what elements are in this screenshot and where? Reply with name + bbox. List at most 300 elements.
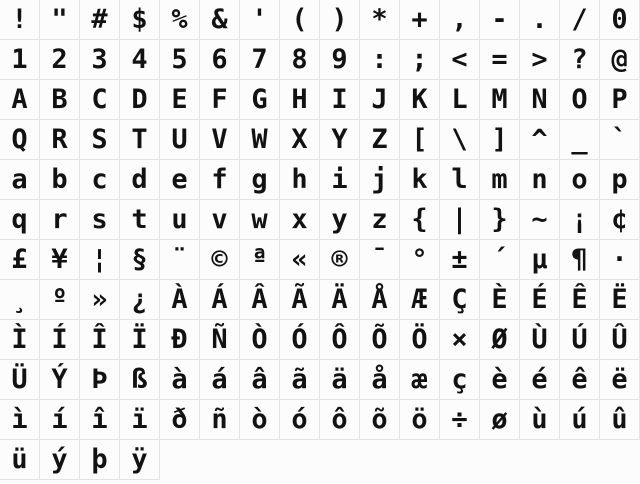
glyph-character: ý: [51, 444, 68, 475]
glyph-cell[interactable]: [240, 240, 280, 280]
glyph-cell[interactable]: [160, 280, 200, 320]
glyph-cell[interactable]: [400, 0, 440, 40]
glyph-cell[interactable]: [200, 160, 240, 200]
glyph-character: o: [571, 164, 588, 195]
glyph-cell[interactable]: [200, 200, 240, 240]
glyph-cell[interactable]: [520, 360, 560, 400]
glyph-character: ): [331, 4, 348, 35]
glyph-cell[interactable]: [480, 0, 520, 40]
glyph-cell[interactable]: [600, 160, 640, 200]
glyph-cell[interactable]: [160, 160, 200, 200]
glyph-cell[interactable]: [600, 200, 640, 240]
glyph-cell[interactable]: [240, 360, 280, 400]
glyph-character: 9: [331, 44, 348, 75]
glyph-cell[interactable]: [560, 240, 600, 280]
glyph-character: S: [91, 124, 108, 155]
glyph-character: !: [11, 4, 28, 35]
glyph-character: Ð: [171, 324, 188, 355]
glyph-cell[interactable]: [600, 320, 640, 360]
glyph-character: ø: [491, 404, 508, 435]
glyph-character: }: [491, 204, 508, 235]
glyph-character: y: [331, 204, 348, 235]
glyph-cell[interactable]: [280, 200, 320, 240]
glyph-cell[interactable]: [40, 200, 80, 240]
glyph-cell[interactable]: [600, 360, 640, 400]
glyph-character: ]: [491, 124, 508, 155]
glyph-cell[interactable]: [280, 360, 320, 400]
glyph-cell[interactable]: [40, 440, 80, 480]
glyph-character: m: [491, 164, 508, 195]
glyph-cell[interactable]: [200, 320, 240, 360]
glyph-cell[interactable]: [320, 400, 360, 440]
glyph-character: z: [371, 204, 388, 235]
glyph-character: ò: [251, 404, 268, 435]
glyph-character: ë: [611, 364, 628, 395]
glyph-character: ?: [571, 44, 588, 75]
glyph-cell[interactable]: [120, 280, 160, 320]
glyph-character: ä: [331, 364, 348, 395]
glyph-character: å: [371, 364, 388, 395]
glyph-character: ¶: [571, 244, 588, 275]
glyph-character: e: [171, 164, 188, 195]
glyph-cell[interactable]: [440, 160, 480, 200]
glyph-character: 3: [91, 44, 108, 75]
glyph-cell[interactable]: [520, 40, 560, 80]
glyph-cell[interactable]: [80, 320, 120, 360]
glyph-cell[interactable]: [480, 80, 520, 120]
glyph-cell[interactable]: [440, 400, 480, 440]
glyph-cell[interactable]: [400, 280, 440, 320]
glyph-character: G: [251, 84, 268, 115]
empty-cell: [320, 440, 360, 480]
glyph-cell[interactable]: [360, 120, 400, 160]
glyph-character: q: [11, 204, 28, 235]
glyph-character: í: [51, 404, 68, 435]
empty-cell: [600, 440, 640, 480]
glyph-cell[interactable]: [40, 120, 80, 160]
glyph-cell[interactable]: [240, 80, 280, 120]
glyph-character: I: [331, 84, 348, 115]
glyph-cell[interactable]: [440, 200, 480, 240]
glyph-cell[interactable]: [560, 80, 600, 120]
glyph-cell[interactable]: [200, 40, 240, 80]
glyph-character: Ù: [531, 324, 548, 355]
glyph-character: ¢: [611, 204, 628, 235]
glyph-character: Å: [371, 284, 388, 315]
glyph-cell[interactable]: [520, 400, 560, 440]
glyph-character: Ü: [11, 364, 28, 395]
glyph-cell[interactable]: [360, 0, 400, 40]
glyph-cell[interactable]: [200, 360, 240, 400]
glyph-character: ª: [251, 244, 268, 275]
glyph-cell[interactable]: [400, 120, 440, 160]
glyph-cell[interactable]: [280, 80, 320, 120]
glyph-character: 6: [211, 44, 228, 75]
glyph-cell[interactable]: [200, 120, 240, 160]
glyph-character: ô: [331, 404, 348, 435]
glyph-cell[interactable]: [80, 280, 120, 320]
glyph-cell[interactable]: [560, 40, 600, 80]
glyph-character: K: [411, 84, 428, 115]
empty-cell: [240, 440, 280, 480]
empty-cell: [560, 440, 600, 480]
glyph-cell[interactable]: [40, 240, 80, 280]
glyph-character: Ú: [571, 324, 588, 355]
glyph-cell[interactable]: [0, 400, 40, 440]
glyph-cell[interactable]: [160, 200, 200, 240]
glyph-character: V: [211, 124, 228, 155]
glyph-character: c: [91, 164, 108, 195]
glyph-character: ±: [451, 244, 468, 275]
glyph-cell[interactable]: [480, 360, 520, 400]
glyph-cell[interactable]: [560, 0, 600, 40]
glyph-cell[interactable]: [0, 0, 40, 40]
glyph-cell[interactable]: [240, 120, 280, 160]
glyph-character: °: [411, 244, 428, 275]
glyph-cell[interactable]: [80, 0, 120, 40]
glyph-cell[interactable]: [400, 200, 440, 240]
glyph-character: H: [291, 84, 308, 115]
glyph-cell[interactable]: [80, 200, 120, 240]
glyph-cell[interactable]: [0, 200, 40, 240]
glyph-character: Ã: [291, 284, 308, 315]
glyph-character: -: [491, 4, 508, 35]
glyph-character: É: [531, 284, 548, 315]
glyph-character: ;: [411, 44, 428, 75]
glyph-character: $: [131, 4, 148, 35]
glyph-cell[interactable]: [440, 320, 480, 360]
glyph-character: ó: [291, 404, 308, 435]
glyph-character: ÷: [451, 404, 468, 435]
glyph-character: j: [371, 164, 388, 195]
glyph-cell[interactable]: [280, 280, 320, 320]
glyph-cell[interactable]: [520, 200, 560, 240]
glyph-cell[interactable]: [600, 280, 640, 320]
glyph-cell[interactable]: [440, 280, 480, 320]
glyph-character: Ç: [451, 284, 468, 315]
glyph-cell[interactable]: [0, 320, 40, 360]
glyph-cell[interactable]: [320, 40, 360, 80]
glyph-character: #: [91, 4, 108, 35]
glyph-cell[interactable]: [240, 320, 280, 360]
glyph-cell[interactable]: [40, 320, 80, 360]
glyph-character: n: [531, 164, 548, 195]
glyph-character: 7: [251, 44, 268, 75]
glyph-cell[interactable]: [560, 400, 600, 440]
glyph-cell[interactable]: [240, 0, 280, 40]
glyph-cell[interactable]: [360, 80, 400, 120]
glyph-character: `: [611, 124, 628, 155]
empty-cell: [520, 440, 560, 480]
glyph-character: Þ: [91, 364, 108, 395]
glyph-character: i: [331, 164, 348, 195]
glyph-cell[interactable]: [320, 120, 360, 160]
glyph-character: .: [531, 4, 548, 35]
glyph-cell[interactable]: [240, 400, 280, 440]
empty-cell: [400, 440, 440, 480]
glyph-cell[interactable]: [320, 160, 360, 200]
glyph-character: ö: [411, 404, 428, 435]
glyph-character: l: [451, 164, 468, 195]
glyph-character: N: [531, 84, 548, 115]
glyph-character: æ: [411, 364, 428, 395]
glyph-character: E: [171, 84, 188, 115]
glyph-character: w: [251, 204, 268, 235]
glyph-cell[interactable]: [80, 80, 120, 120]
glyph-character: Í: [51, 324, 68, 355]
glyph-cell[interactable]: [280, 40, 320, 80]
glyph-cell[interactable]: [280, 400, 320, 440]
glyph-character: é: [531, 364, 548, 395]
glyph-cell[interactable]: [40, 0, 80, 40]
glyph-character: r: [51, 204, 68, 235]
glyph-cell[interactable]: [80, 40, 120, 80]
glyph-cell[interactable]: [480, 320, 520, 360]
glyph-character: A: [11, 84, 28, 115]
glyph-cell[interactable]: [0, 40, 40, 80]
glyph-cell[interactable]: [0, 80, 40, 120]
glyph-cell[interactable]: [0, 360, 40, 400]
glyph-cell[interactable]: [400, 360, 440, 400]
glyph-character: x: [291, 204, 308, 235]
glyph-character: O: [571, 84, 588, 115]
glyph-cell[interactable]: [600, 240, 640, 280]
glyph-cell[interactable]: [200, 0, 240, 40]
glyph-character: L: [451, 84, 468, 115]
glyph-cell[interactable]: [160, 400, 200, 440]
glyph-cell[interactable]: [360, 360, 400, 400]
glyph-cell[interactable]: [80, 440, 120, 480]
glyph-cell[interactable]: [480, 160, 520, 200]
glyph-cell[interactable]: [560, 360, 600, 400]
glyph-cell[interactable]: [400, 40, 440, 80]
glyph-cell[interactable]: [0, 120, 40, 160]
glyph-cell[interactable]: [520, 120, 560, 160]
glyph-cell[interactable]: [320, 0, 360, 40]
glyph-cell[interactable]: [480, 240, 520, 280]
glyph-cell[interactable]: [520, 240, 560, 280]
glyph-cell[interactable]: [320, 320, 360, 360]
glyph-cell[interactable]: [160, 80, 200, 120]
glyph-cell[interactable]: [40, 80, 80, 120]
glyph-cell[interactable]: [400, 80, 440, 120]
glyph-cell[interactable]: [560, 120, 600, 160]
glyph-cell[interactable]: [160, 0, 200, 40]
glyph-cell[interactable]: [440, 0, 480, 40]
glyph-cell[interactable]: [320, 80, 360, 120]
glyph-cell[interactable]: [160, 360, 200, 400]
glyph-cell[interactable]: [560, 160, 600, 200]
glyph-cell[interactable]: [360, 240, 400, 280]
glyph-character: ©: [211, 244, 228, 275]
glyph-cell[interactable]: [440, 240, 480, 280]
glyph-cell[interactable]: [560, 280, 600, 320]
glyph-cell[interactable]: [280, 120, 320, 160]
glyph-character: ,: [451, 4, 468, 35]
glyph-character: U: [171, 124, 188, 155]
glyph-character: Î: [91, 324, 108, 355]
glyph-cell[interactable]: [360, 40, 400, 80]
glyph-cell[interactable]: [200, 400, 240, 440]
glyph-cell[interactable]: [80, 120, 120, 160]
glyph-cell[interactable]: [200, 280, 240, 320]
glyph-character: »: [91, 284, 108, 315]
glyph-cell[interactable]: [120, 40, 160, 80]
glyph-cell[interactable]: [160, 40, 200, 80]
glyph-character: J: [371, 84, 388, 115]
glyph-cell[interactable]: [280, 240, 320, 280]
glyph-cell[interactable]: [0, 160, 40, 200]
glyph-cell[interactable]: [440, 80, 480, 120]
glyph-cell[interactable]: [320, 240, 360, 280]
glyph-character: ì: [11, 404, 28, 435]
glyph-cell[interactable]: [120, 80, 160, 120]
glyph-cell[interactable]: [240, 40, 280, 80]
glyph-cell[interactable]: [280, 0, 320, 40]
glyph-cell[interactable]: [560, 200, 600, 240]
glyph-cell[interactable]: [520, 0, 560, 40]
glyph-cell[interactable]: [320, 200, 360, 240]
glyph-cell[interactable]: [280, 160, 320, 200]
glyph-cell[interactable]: [360, 400, 400, 440]
glyph-cell[interactable]: [400, 320, 440, 360]
glyph-character: â: [251, 364, 268, 395]
glyph-cell[interactable]: [240, 280, 280, 320]
glyph-cell[interactable]: [320, 360, 360, 400]
glyph-character: X: [291, 124, 308, 155]
glyph-cell[interactable]: [0, 440, 40, 480]
glyph-cell[interactable]: [480, 40, 520, 80]
glyph-cell[interactable]: [40, 160, 80, 200]
empty-cell: [440, 440, 480, 480]
glyph-cell[interactable]: [520, 80, 560, 120]
glyph-character: ¸: [11, 284, 28, 315]
glyph-cell[interactable]: [80, 360, 120, 400]
glyph-cell[interactable]: [120, 240, 160, 280]
glyph-cell[interactable]: [480, 280, 520, 320]
glyph-cell[interactable]: [280, 320, 320, 360]
glyph-character: Ô: [331, 324, 348, 355]
glyph-character: Ñ: [211, 324, 228, 355]
glyph-cell[interactable]: [0, 240, 40, 280]
glyph-character: /: [571, 4, 588, 35]
glyph-cell[interactable]: [320, 280, 360, 320]
glyph-character: ": [51, 4, 68, 35]
glyph-cell[interactable]: [120, 0, 160, 40]
glyph-cell[interactable]: [40, 360, 80, 400]
glyph-character: b: [51, 164, 68, 195]
glyph-cell[interactable]: [520, 160, 560, 200]
glyph-cell[interactable]: [560, 320, 600, 360]
glyph-character: C: [91, 84, 108, 115]
glyph-cell[interactable]: [120, 320, 160, 360]
glyph-cell[interactable]: [120, 160, 160, 200]
glyph-character: Ì: [11, 324, 28, 355]
glyph-character: §: [131, 244, 148, 275]
glyph-cell[interactable]: [520, 280, 560, 320]
glyph-cell[interactable]: [600, 40, 640, 80]
glyph-cell[interactable]: [600, 400, 640, 440]
glyph-character: à: [171, 364, 188, 395]
glyph-cell[interactable]: [400, 160, 440, 200]
glyph-character: h: [291, 164, 308, 195]
glyph-cell[interactable]: [80, 400, 120, 440]
glyph-cell[interactable]: [160, 120, 200, 160]
glyph-character: 2: [51, 44, 68, 75]
glyph-cell[interactable]: [120, 400, 160, 440]
glyph-character: a: [11, 164, 28, 195]
glyph-character: {: [411, 204, 428, 235]
glyph-character: <: [451, 44, 468, 75]
empty-cell: [160, 440, 200, 480]
glyph-cell[interactable]: [440, 40, 480, 80]
glyph-character: Æ: [411, 284, 428, 315]
glyph-cell[interactable]: [440, 360, 480, 400]
glyph-cell[interactable]: [40, 40, 80, 80]
glyph-cell[interactable]: [120, 120, 160, 160]
glyph-cell[interactable]: [600, 80, 640, 120]
glyph-character: Q: [11, 124, 28, 155]
glyph-cell[interactable]: [80, 240, 120, 280]
glyph-character: g: [251, 164, 268, 195]
glyph-character: :: [371, 44, 388, 75]
glyph-cell[interactable]: [200, 240, 240, 280]
glyph-cell[interactable]: [200, 80, 240, 120]
glyph-character: ñ: [211, 404, 228, 435]
glyph-cell[interactable]: [440, 120, 480, 160]
empty-cell: [480, 440, 520, 480]
glyph-character: 1: [11, 44, 28, 75]
glyph-cell[interactable]: [40, 400, 80, 440]
glyph-cell[interactable]: [160, 240, 200, 280]
glyph-character: ã: [291, 364, 308, 395]
glyph-cell[interactable]: [120, 200, 160, 240]
glyph-character: è: [491, 364, 508, 395]
glyph-cell[interactable]: [400, 400, 440, 440]
glyph-cell[interactable]: [600, 120, 640, 160]
glyph-cell[interactable]: [600, 0, 640, 40]
glyph-cell[interactable]: [120, 360, 160, 400]
glyph-character: 4: [131, 44, 148, 75]
glyph-character: È: [491, 284, 508, 315]
glyph-cell[interactable]: [160, 320, 200, 360]
glyph-character: ¿: [131, 284, 148, 315]
glyph-cell[interactable]: [480, 400, 520, 440]
glyph-character: =: [491, 44, 508, 75]
glyph-cell[interactable]: [0, 280, 40, 320]
glyph-cell[interactable]: [240, 160, 280, 200]
glyph-character: d: [131, 164, 148, 195]
empty-cell: [360, 440, 400, 480]
glyph-character: Õ: [371, 324, 388, 355]
glyph-cell[interactable]: [360, 280, 400, 320]
glyph-cell[interactable]: [80, 160, 120, 200]
glyph-cell[interactable]: [120, 440, 160, 480]
glyph-cell[interactable]: [480, 200, 520, 240]
glyph-cell[interactable]: [40, 280, 80, 320]
glyph-cell[interactable]: [360, 160, 400, 200]
glyph-cell[interactable]: [360, 200, 400, 240]
glyph-cell[interactable]: [480, 120, 520, 160]
glyph-character: |: [451, 204, 468, 235]
glyph-cell[interactable]: [400, 240, 440, 280]
glyph-character: £: [11, 244, 28, 275]
glyph-character: ·: [611, 244, 628, 275]
glyph-cell[interactable]: [240, 200, 280, 240]
glyph-cell[interactable]: [520, 320, 560, 360]
glyph-character: ï: [131, 404, 148, 435]
glyph-cell[interactable]: [360, 320, 400, 360]
